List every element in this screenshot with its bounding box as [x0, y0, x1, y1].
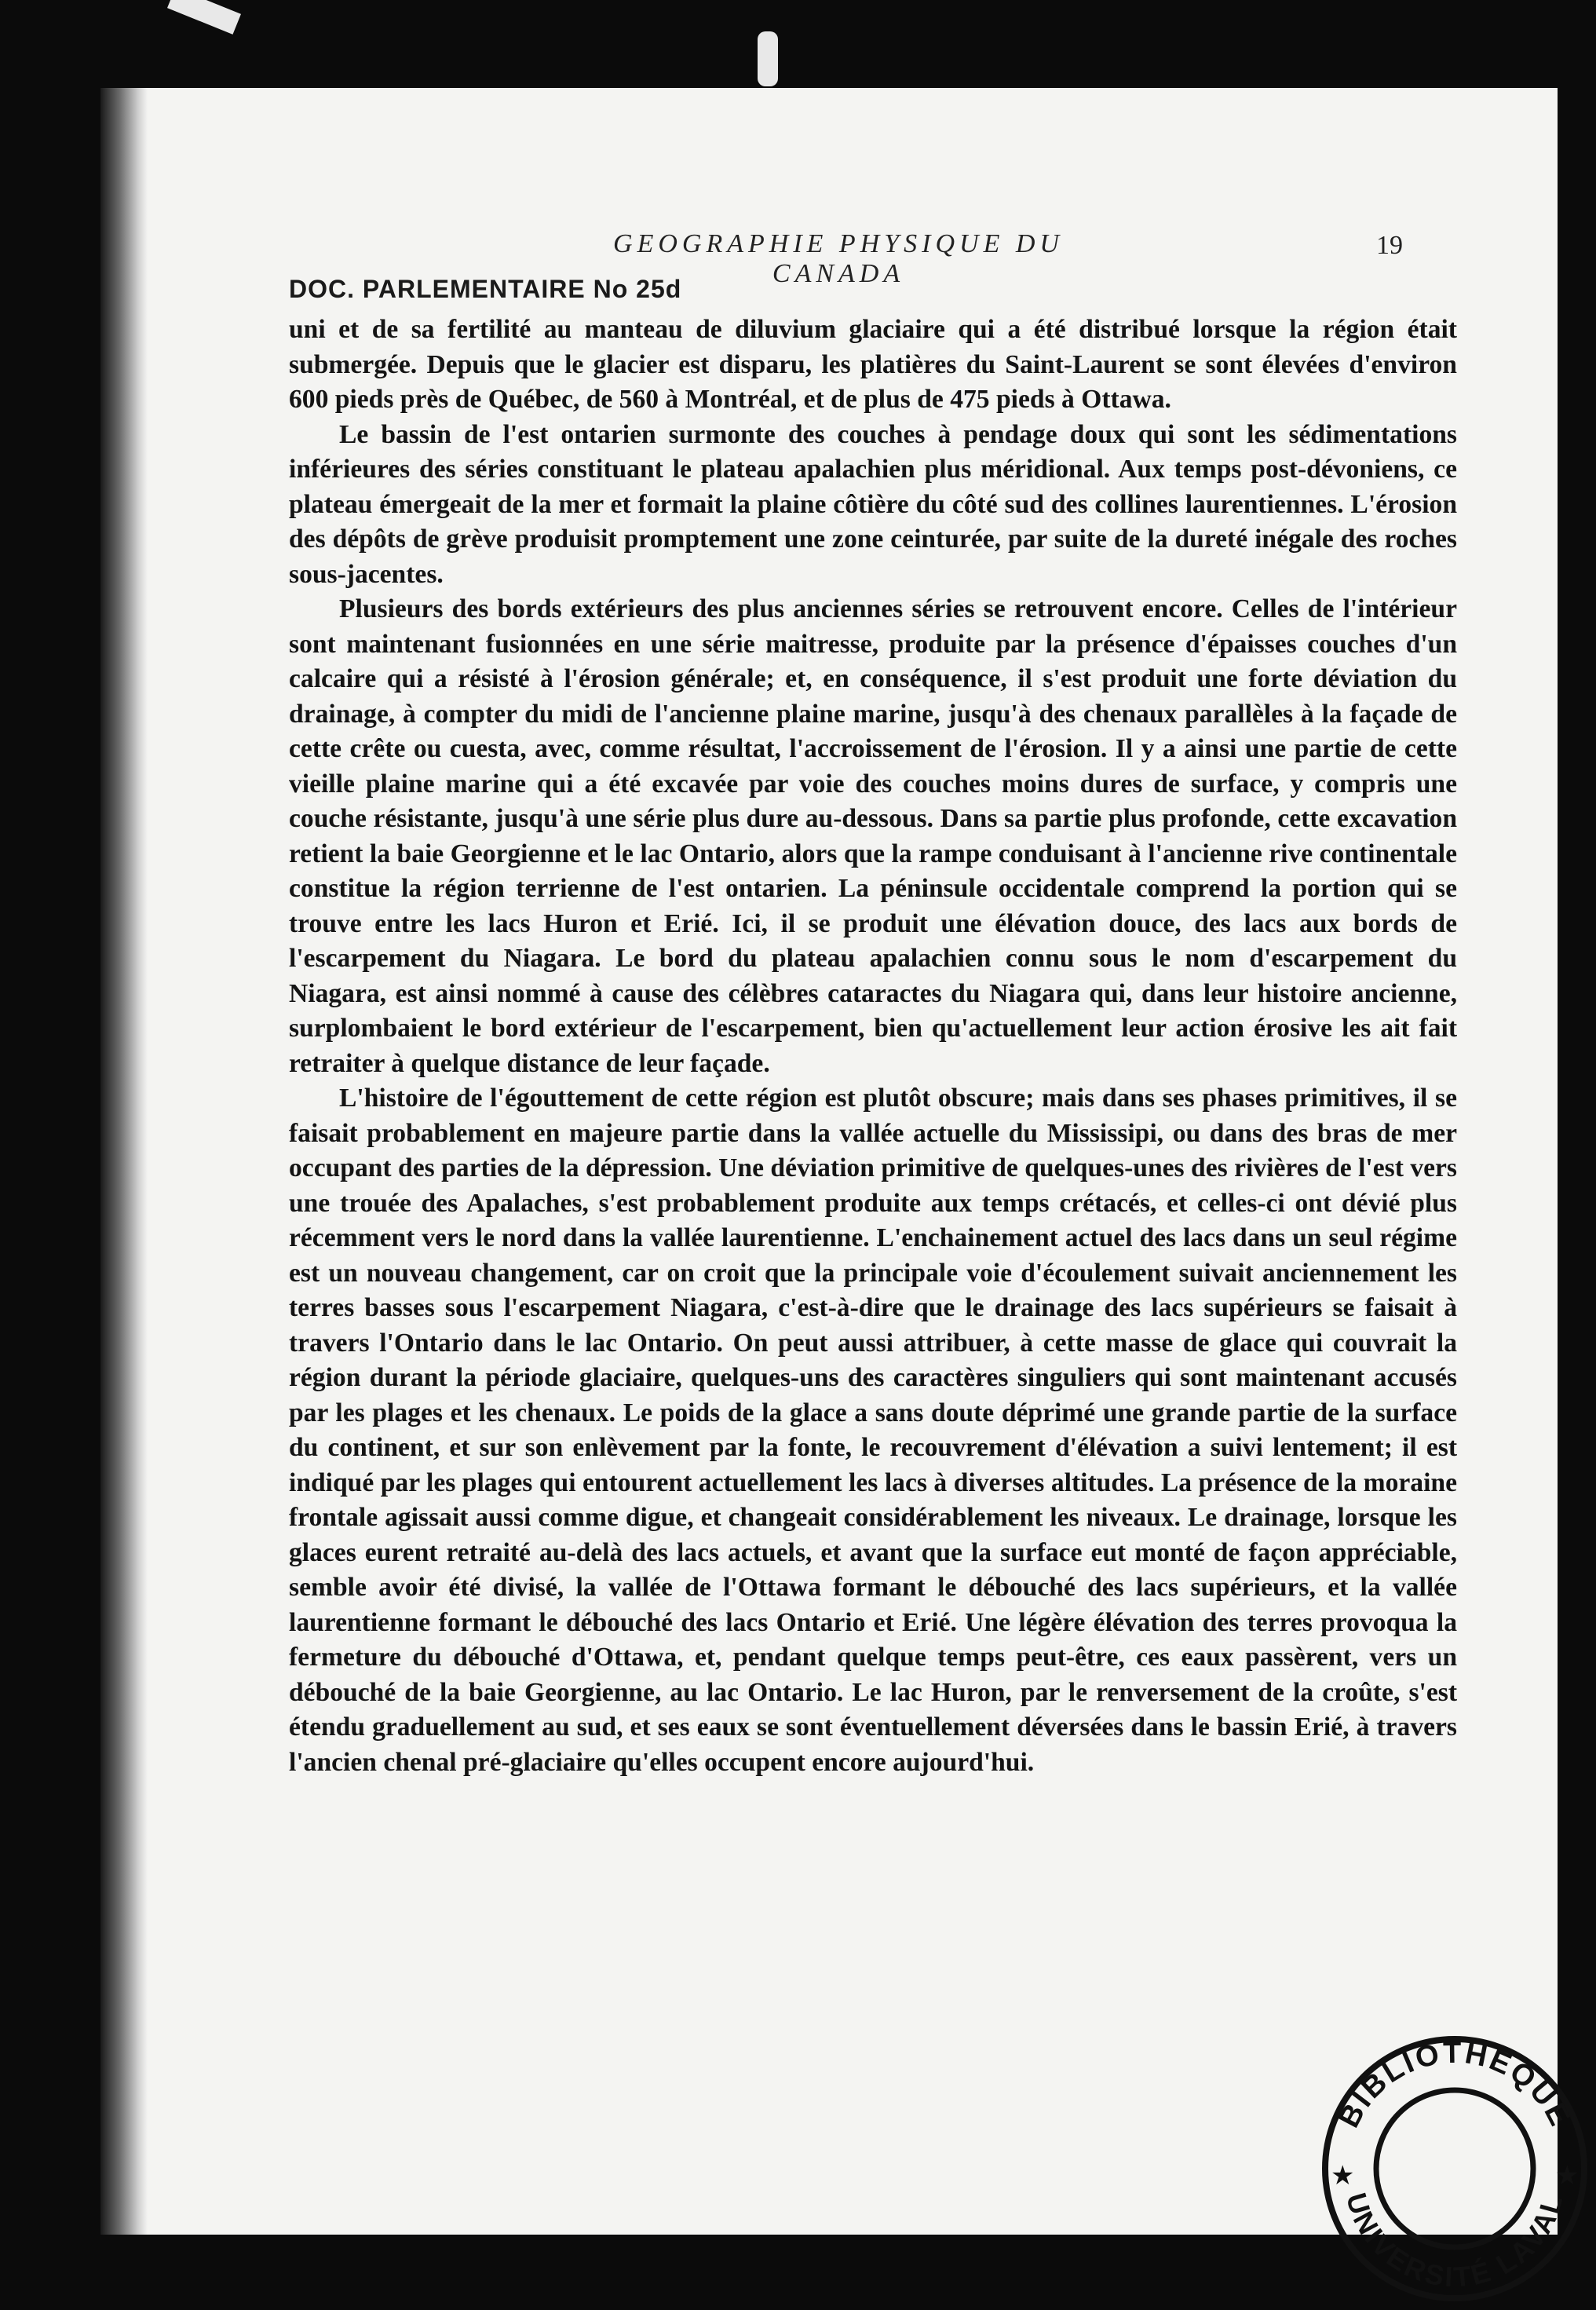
star-icon: ★: [1555, 2162, 1580, 2191]
scan-artifact: [758, 31, 778, 86]
paragraph: uni et de sa fertilité au manteau de diluvium glaciaire qui a été distribué lorsque la région était submergée. Depuis que le glacier est disparu, les platières du Saint-Laurent se sont élevées d'environ 600 pieds près de Québec, de 560 à Montréal, et de plus de 475 pieds à Ottawa.: [289, 315, 1457, 414]
paragraph: Le bassin de l'est ontarien surmonte des couches à pendage doux qui sont les sédimentations inférieures des séries constituant le plateau apalachien plus méridional. Aux temps post-dévoniens, ce plateau émergeait de la mer et formait la plaine côtière du côté sud des collines laurentiennes. L'érosion des dépôts de grève produisit promptement une zone ceinturée, par suite de la dureté inégale des roches sous-jacentes.: [289, 419, 1457, 589]
stamp-top-text: BIBLIOTHÈQUE: [1332, 2036, 1577, 2133]
page-number: 19: [1376, 231, 1403, 260]
document-page: [100, 88, 1580, 2294]
star-icon: ★: [1331, 2162, 1355, 2191]
page-binding-shadow: [100, 88, 148, 2235]
document-label: DOC. PARLEMENTAIRE No 25d: [289, 275, 682, 303]
stamp-bottom-text: UNIVERSITÉ LAVAL: [1339, 2189, 1569, 2294]
body-text: [289, 313, 1457, 1780]
library-stamp: [1313, 2027, 1596, 2310]
running-title: GEOGRAPHIE PHYSIQUE DU CANADA: [613, 229, 1064, 288]
scan-artifact: [167, 0, 241, 35]
paragraph: L'histoire de l'égouttement de cette région est plutôt obscure; mais dans ses phases primitives, il se faisait probablement en majeure partie dans la vallée actuelle du Mississipi, ou dans des bras de mer occupant des parties de la dépression. Une déviation primitive de quelques-unes des rivières de l'est vers une trouée des Apalaches, s'est probablement produite aux temps crétacés, et celles-ci ont dévié plus récemment vers le nord dans la vallée laurentienne. L'enchainement actuel des lacs dans un seul régime est un nouveau changement, car on croit que la principale voie d'écoulement suivait anciennement les terres basses sous l'escarpement Niagara, c'est-à-dire que le drainage des lacs supérieurs se faisait à travers l'Ontario dans le lac Ontario. On peut aussi attribuer, à cette masse de glace qui couvrait la région durant la période glaciaire, quelques-uns des caractères singuliers qui sont maintenant accusés par les plages et les chenaux. Le poids de la glace a sans doute déprimé une grande partie de la surface du continent, et sur son enlèvement par la fonte, le recouvrement d'élévation a suivi lentement; il est indiqué par les plages qui entourent actuellement les lacs à diverses altitudes. La présence de la moraine frontale agissait aussi comme digue, et changeait considérablement les niveaux. Le drainage, lorsque les glaces eurent retraité au-delà des lacs actuels, et avant que la surface eut monté de façon appréciable, semble avoir été divisé, la vallée de l'Ottawa formant le débouché des lacs supérieurs, et la vallée laurentienne formant le débouché des lacs Ontario et Erié. Une légère élévation des terres provoqua la fermeture du débouché d'Ottawa, et, pendant quelque temps peut-être, ces eaux passèrent, vers un débouché de la baie Georgienne, au lac Ontario. Le lac Huron, par le renversement de la croûte, s'est étendu graduellement au sud, et ses eaux se sont éventuellement déversées dans le bassin Erié, à travers l'ancien chenal pré-glaciaire qu'elles occupent encore aujourd'hui.: [289, 1084, 1457, 1777]
paragraph: Plusieurs des bords extérieurs des plus anciennes séries se retrouvent encore. Celles de l'intérieur sont maintenant fusionnées en une série maitresse, produite par la présence d'épaisses couches d'un calcaire qui a résisté à l'érosion générale; et, en conséquence, il s'est produit une forte déviation du drainage, à compter du midi de l'ancienne plaine marine, jusqu'à des chenaux parallèles à la façade de cette crête ou cuesta, avec, comme résultat, l'accroissement de l'érosion. Il y a ainsi une partie de cette vieille plaine marine qui a été excavée par voie des couches moins dures de surface, y compris une couche résistante, jusqu'à une série plus dure au-dessous. Dans sa partie plus profonde, cette excavation retient la baie Georgienne et le lac Ontario, alors que la rampe conduisant à l'ancienne rive continentale constitue la région terrienne de l'est ontarien. La péninsule occidentale comprend la portion qui se trouve entre les lacs Huron et Erié. Ici, il se produit une élévation douce, des lacs aux bords de l'escarpement du Niagara. Le bord du plateau apalachien connu sous le nom d'escarpement du Niagara, est ainsi nommé à cause des célèbres cataractes du Niagara qui, dans leur histoire ancienne, surplombaient le bord extérieur de l'escarpement, bien qu'actuellement leur action érosive les ait fait retraiter à quelque distance de leur façade.: [289, 594, 1457, 1078]
